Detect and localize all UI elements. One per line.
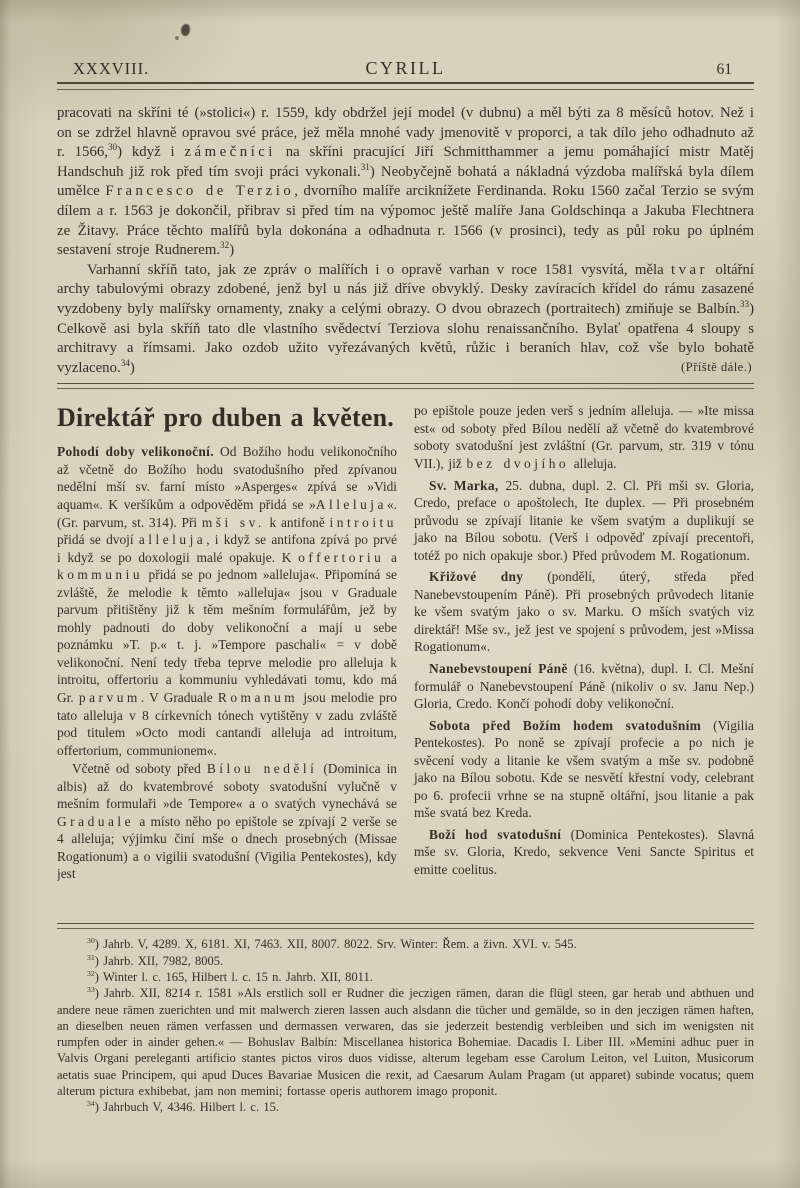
directory-paragraph: Boží hod svatodušní (Dominica Pentekostes). Slavná mše sv. Gloria, Kredo, sekvence Veni Sancte Spiritus et emitte coelitus.	[414, 826, 754, 877]
page-header	[57, 0, 754, 79]
footnote-marker: 30	[87, 936, 95, 946]
left-column-text	[57, 443, 397, 883]
directory-paragraph: Křižové dny (pondělí, úterý, středa před Nanebevstoupením Páně). Při prosebných průvodech litanie ke všem svatým jako o sv. Marku. O mších svatých viz direktář! Mše sv., jež jest ve spojení s průvodem, jest »Missa Rogationum«.	[414, 569, 754, 655]
footnote	[57, 953, 754, 969]
left-column	[57, 402, 397, 921]
footnote	[57, 985, 754, 1099]
directory-heading: Direktář pro duben a květen.	[57, 403, 394, 433]
footnote	[57, 936, 754, 952]
directory-paragraph: Sobota před Božím hodem svatodušním (Vigilia Pentekostes). Po noně se zpívají profecie a po nich je svěcení vody a litanie ke všem svatým a mše sv. podobně jako na Bílou sobotu. Kde se nesvětí křestní vody, celebrant po 6. profecii vrhne se na stupně oltářní, jsou litanie a pak mše svatá bez Kreda.	[414, 717, 754, 821]
footnote-marker: 32	[87, 968, 95, 978]
page-number: 61	[716, 61, 732, 78]
footnote-marker: 33	[87, 985, 95, 995]
directory-paragraph: Sv. Marka, 25. dubna, dupl. 2. Cl. Při mši sv. Gloria, Credo, preface o apoštolech, Ite duplex. — Při prosebném průvodu se zpívají litanie ke všem svatým a duplikují se jako na Bílou sobotu. (Verš i odpověď zpívají precentoři, totéž po nich opakuje sbor.) Před průvodem M. Rogationum.	[414, 477, 754, 563]
directory-paragraph: Nanebevstoupení Páně (16. května), dupl. I. Cl. Mešní formulář o Nanebevstoupení Páně (nikoliv o sv. Janu Nep.) Gloria, Credo. Končí pohodí doby velikonoční.	[414, 660, 754, 712]
footnote-text: ) Jahrb. XII, 7982, 8005.	[94, 953, 224, 968]
footnote-text: ) Jahrb. XII, 8214 r. 1581 »Als erstlich soll er Rudner die jeczigen rämen, daran die flügl steen, gar herab und abthuen und andere neue rämen zuerichten und mit malwerch zieren lassen auch alsdann die tücher und gemälde, so in den jeczigen rämen haften, an dieselben neuen rämen verfassen und dermassen verwaren, das sie jederzeit bestendig verbleiben und sich im wenigsten nit rumpfen oder in ainder gehen.« — Bohuslav Balbín: Miscellanea historica Bohemiae. Dacadis I. Liber III. »Memini adhuc puer in Valvis Organi pereleganti artificio stantes pictos viros duos vidisse, alterum legebam esse Carolum Leiton, vel Luiton, Musicorum aetatis suae Principem, qui apud Duces Bavariae Musicen die rexit, ad Caesarum Aulam Pragam (ut apparet) subinde vocatus; quem alterum pictura exhibebat, jam non memini; fortasse operis authorem imago proponit.	[57, 986, 754, 1098]
footnote-text: ) Jahrb. V, 4289. X, 6181. XI, 7463. XII, 8007. 8022. Srv. Winter: Řem. a živn. XVI. v. 545.	[94, 937, 577, 952]
continuation-note: (Příště dále.)	[681, 359, 752, 374]
directory-paragraph: Včetně od soboty před Bílou nedělí (Dominica in albis) až do kvatembrové soboty svatodušní vylučně v mešním formulaři »de Tempore« a o svatých vynechává se Graduale a místo něho po epištole se zpívají 2 verše se 4 alleluja; výjimku činí mše o dnech prosebných (Missae Rogationum) a o vigilii svatodušní (Vigilia Pentekostes), kdy jest	[57, 761, 397, 882]
directory-paragraph: po epištole pouze jeden verš s jedním alleluja. — »Ite missa est« od soboty před Bílou nedělí až včetně do kvatembrové soboty svatodušní jest zvláštní (Gr. parvum, str. 319 v tónu VII.), již bez dvojího alleluja.	[414, 403, 754, 471]
footnote-marker: 34	[87, 1099, 95, 1109]
right-column-text	[414, 402, 754, 878]
article-paragraph: (Příště dále.) Varhanní skříň tato, jak ze zpráv o malířích i o opravě varhan v roce 1581 vysvítá, měla tvar oltářní archy tabulovými obrazy zdobené, jenž byl u nás již dříve obvyklý. Desky zavíracích křídel do rámu zasazené vyzdobeny byly malířsky ornamenty, znaky a celými obrazy. O dvou obrazech (portraitech) zmiňuje se Balbín.$^{33}$) Celkově asi byla skříň tato dle vlastního svědectví Terziova slohu renaissančního. Bylať opatřena 4 sloupy s architravy a římsami. Jako ozdob užito vyřezávaných květů, růžic i beraních hlav, což vše bylo bohatě vyzlaceno.$^{34}$)	[57, 261, 754, 376]
directory-paragraph: Pohodí doby velikonoční. Od Božího hodu velikonočního až včetně do Božího hodu svatodušního před zpívanou nedělní mší sv. farní místo »Asperges« zpívá se »Vidi aquam«. K veršíkům a odpověděm přidá se »Alleluja«. (Gr. parvum, st. 314). Při mši sv. k antifoně introitu přidá se dvojí alleluja, i když se antifona zpívá po prvé i když se po doxologii malé opakuje. K offertoriu a kommuniu přidá se po jednom »alleluja«. Připomíná se zvláště, že melodie k těmto »alleluja« jsou v Graduale parvum přitištěny již k těm mešním formulářům, jež by mohly padnouti do doby velikonoční a mají u sebe poznámku »T. p.« t. j. »Tempore paschali« = v době velikonoční. Není tedy třeba teprve melodie pro alleluja k introitu, offertoriu a kommuniu vyhledávati tomu, kdo má Gr. parvum. V Graduale Romanum jsou melodie pro tato alleluja v 8 církevních tónech vytištěny v zadu zvláště pod titulem »Octo modi cantandi alleluja ad introitum, offertorium, communionem«.	[57, 444, 398, 758]
footnote	[57, 969, 754, 985]
directory-section	[57, 402, 754, 921]
footnote-text: ) Winter l. c. 165, Hilbert l. c. 15 n. Jahrb. XII, 8011.	[94, 969, 373, 984]
footnote	[57, 1099, 754, 1115]
right-column	[414, 402, 754, 921]
footnote-text: ) Jahrbuch V, 4346. Hilbert l. c. 15.	[94, 1100, 280, 1115]
journal-title: CYRILL	[365, 58, 446, 78]
main-article	[57, 104, 754, 378]
header-rule	[57, 82, 754, 90]
volume-number: XXXVIII.	[73, 59, 150, 78]
footnote-rule	[57, 923, 754, 929]
article-paragraph: pracovati na skříni té (»stolici«) r. 1559, kdy obdržel její model (v dubnu) a měl býti za 8 měsíců hotov. Než i on se zdržel hlavně opravou své práce, jež měla mnohé vady jmenovitě v proporci, a tak dílo jeho odhadnuto až r. 1566,30) když i zámečníci na skříni pracující Jiří Schmitthammer a jemu pomáhající mistr Matěj Handschuh již rok před tím svoji práci vykonali.$^{31}$) Neobyčejně bohatá a nákladná výzdoba malířská byla dílem umělce Francesco de Terzio, dvorního malíře arciknížete Ferdinanda. Roku 1560 začal Terzio se svým dílem a r. 1563 je dokončil, přibrav si před tím na výpomoc ještě malíře Jana Goldschinqa a Jakuba Flechtnera ze Žitavy. Práce těchto malířů byla dokonána a odhadnuta r. 1566 (v prosinci), tedy as půl roku po úplném sestavení stroje Rudnerem.$^{32}$)	[57, 105, 754, 259]
footnote-marker: 31	[87, 952, 95, 962]
footnotes	[57, 936, 754, 1115]
section-rule	[57, 383, 754, 389]
